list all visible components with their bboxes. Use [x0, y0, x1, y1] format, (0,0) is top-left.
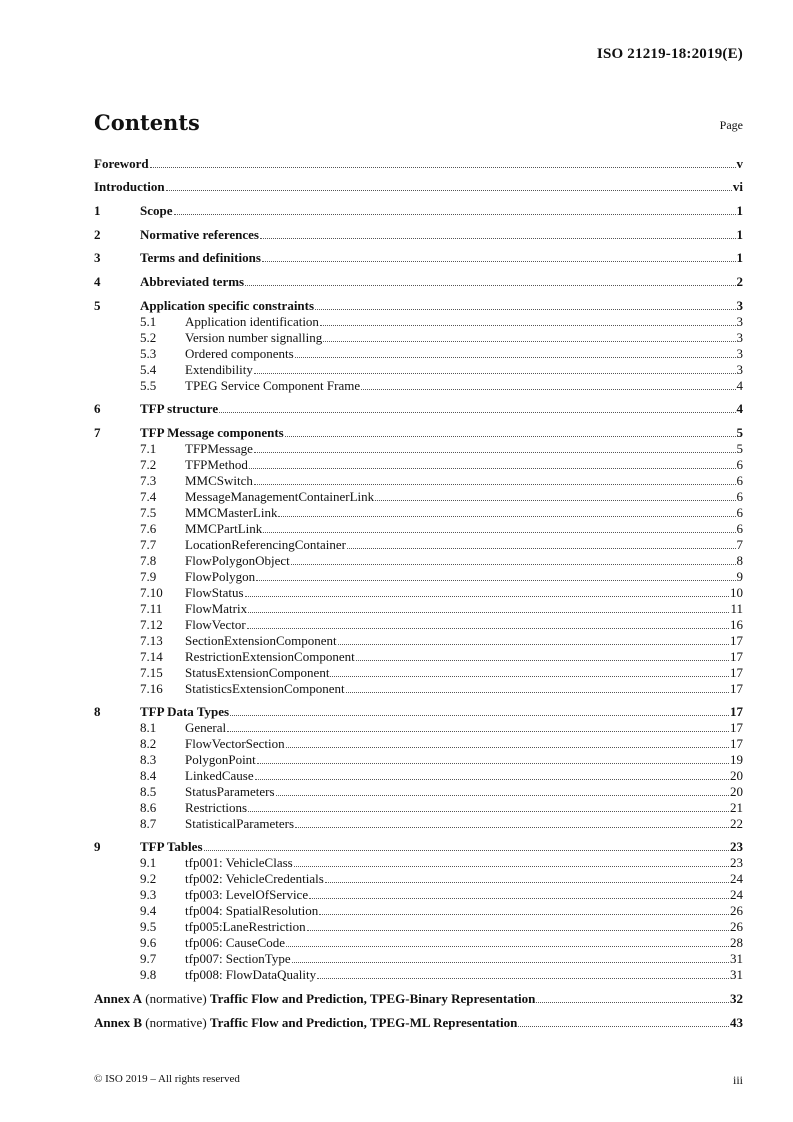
toc-entry-number: 7.7 — [140, 537, 157, 552]
toc-entry[interactable] — [94, 1015, 743, 1031]
toc-entry-title: Normative references — [140, 227, 259, 242]
toc-entry-number: 7.4 — [140, 489, 157, 504]
toc-entry-title: TFP Tables — [140, 839, 203, 854]
toc-entry-title: FlowPolygonObject — [185, 553, 290, 568]
toc-subentry[interactable] — [94, 736, 743, 752]
toc-entry-title: TFPMethod — [185, 457, 248, 472]
toc-entry-title: TFP structure — [140, 401, 219, 416]
toc-page-number: 1 — [736, 227, 743, 242]
toc-entry-title: tfp001: VehicleClass — [185, 855, 293, 870]
toc-entry-number: 9.4 — [140, 903, 157, 918]
toc-entry[interactable] — [94, 156, 743, 172]
toc-subentry[interactable] — [94, 489, 743, 505]
toc-page-number: 22 — [730, 816, 743, 831]
toc-page-number: 17 — [730, 665, 743, 680]
dot-leader — [219, 411, 735, 413]
toc-entry-title: tfp006: CauseCode — [185, 935, 286, 950]
toc-entry-number: 7.13 — [140, 633, 163, 648]
dot-leader — [260, 237, 736, 239]
dot-leader — [285, 435, 736, 437]
toc-page-number: 7 — [736, 537, 743, 552]
dot-leader — [291, 563, 736, 565]
toc-entry-title: MMCSwitch — [185, 473, 253, 488]
toc-entry-number: 7.10 — [140, 585, 163, 600]
toc-entry-title: SectionExtensionComponent — [185, 633, 337, 648]
dot-leader — [346, 691, 729, 693]
toc-page-number: 4 — [736, 378, 743, 393]
toc-entry-number: 9.2 — [140, 871, 157, 886]
toc-entry-number: 9.6 — [140, 935, 157, 950]
toc-entry-title: FlowPolygon — [185, 569, 256, 584]
toc-entry-number: 7 — [94, 425, 101, 440]
toc-entry-number: 8.1 — [140, 720, 157, 735]
toc-subentry[interactable] — [94, 362, 743, 378]
dot-leader — [255, 778, 729, 780]
dot-leader — [294, 865, 729, 867]
toc-entry-title: FlowVector — [185, 617, 246, 632]
dot-leader — [307, 929, 729, 931]
toc-page-number: 23 — [730, 839, 743, 854]
toc-page-number: 17 — [730, 720, 743, 735]
toc-entry-title: Application identification — [185, 314, 319, 329]
toc-entry-number: 3 — [94, 250, 101, 265]
toc-entry-title: TFPMessage — [185, 441, 253, 456]
toc-entry-title: LinkedCause — [185, 768, 254, 783]
dot-leader — [262, 260, 736, 262]
dot-leader — [375, 499, 735, 501]
toc-page-number: 3 — [736, 346, 743, 361]
toc-page-number: 1 — [736, 203, 743, 218]
toc-subentry[interactable] — [94, 919, 743, 935]
annex-label: Annex B — [94, 1015, 143, 1030]
toc-page-number: 43 — [730, 1015, 743, 1030]
toc-entry-title: StatusParameters — [185, 784, 275, 799]
toc-entry-title: MessageManagementContainerLink — [185, 489, 375, 504]
toc-page-number: 17 — [730, 649, 743, 664]
toc-entry-number: 7.16 — [140, 681, 163, 696]
toc-entry-number: 9.7 — [140, 951, 157, 966]
toc-page-number: 6 — [736, 505, 743, 520]
toc-entry[interactable] — [94, 704, 743, 720]
dot-leader — [254, 372, 736, 374]
toc-entry-number: 5.4 — [140, 362, 157, 377]
toc-entry-number: 7.2 — [140, 457, 157, 472]
toc-page-number: 6 — [736, 521, 743, 536]
toc-subentry[interactable] — [94, 505, 743, 521]
toc-entry-number: 7.5 — [140, 505, 157, 520]
toc-page-number: 6 — [736, 457, 743, 472]
toc-entry-title: Application specific constraints — [140, 298, 315, 313]
toc-entry-number: 7.6 — [140, 521, 157, 536]
toc-page-number: 17 — [730, 633, 743, 648]
toc-page-number: 20 — [730, 784, 743, 799]
toc-entry-title: StatusExtensionComponent — [185, 665, 330, 680]
page-title: Contents — [94, 110, 200, 135]
toc-entry-number: 5.1 — [140, 314, 157, 329]
toc-entry[interactable] — [94, 250, 743, 266]
toc-subentry[interactable] — [94, 935, 743, 951]
toc-entry-number: 5 — [94, 298, 101, 313]
toc-subentry[interactable] — [94, 887, 743, 903]
toc-subentry[interactable] — [94, 752, 743, 768]
dot-leader — [320, 324, 736, 326]
dot-leader — [166, 189, 732, 191]
toc-entry-title: RestrictionExtensionComponent — [185, 649, 355, 664]
toc-page-number: 17 — [730, 704, 743, 719]
toc-page-number: 1 — [736, 250, 743, 265]
toc-subentry[interactable] — [94, 681, 743, 697]
toc-subentry[interactable] — [94, 441, 743, 457]
toc-entry-title: Scope — [140, 203, 173, 218]
toc-entry-number: 7.15 — [140, 665, 163, 680]
contents-title-row — [94, 110, 743, 140]
toc-subentry[interactable] — [94, 457, 743, 473]
toc-entry[interactable] — [94, 298, 743, 314]
toc-page-number: 6 — [736, 473, 743, 488]
toc-entry[interactable] — [94, 425, 743, 441]
toc-entry-number: 2 — [94, 227, 101, 242]
toc-page-number: 11 — [730, 601, 743, 616]
toc-subentry[interactable] — [94, 569, 743, 585]
toc-subentry[interactable] — [94, 816, 743, 832]
toc-entry-number: 7.12 — [140, 617, 163, 632]
toc-entry-number: 8.4 — [140, 768, 157, 783]
toc-entry-title: Restrictions — [185, 800, 248, 815]
toc-page-number: 5 — [736, 425, 743, 440]
toc-entry-number: 7.9 — [140, 569, 157, 584]
dot-leader — [248, 810, 729, 812]
toc-subentry[interactable] — [94, 855, 743, 871]
dot-leader — [278, 515, 735, 517]
toc-page-number: 20 — [730, 768, 743, 783]
toc-entry-number: 1 — [94, 203, 101, 218]
toc-page-number: 5 — [736, 441, 743, 456]
toc-subentry[interactable] — [94, 314, 743, 330]
toc-page-number: 17 — [730, 736, 743, 751]
dot-leader — [518, 1025, 729, 1027]
dot-leader — [286, 746, 729, 748]
dot-leader — [361, 388, 735, 390]
dot-leader — [330, 675, 729, 677]
toc-entry-title: Abbreviated terms — [140, 274, 245, 289]
toc-entry[interactable] — [94, 203, 743, 219]
toc-subentry[interactable] — [94, 378, 743, 394]
toc-entry-number: 9 — [94, 839, 101, 854]
toc-entry[interactable] — [94, 179, 743, 195]
toc-entry-title: tfp007: SectionType — [185, 951, 291, 966]
toc-entry-title: Version number signalling — [185, 330, 323, 345]
toc-subentry[interactable] — [94, 633, 743, 649]
toc-entry-number: 8 — [94, 704, 101, 719]
toc-entry-number: 8.2 — [140, 736, 157, 751]
dot-leader — [245, 595, 729, 597]
toc-page-number: 32 — [730, 991, 743, 1006]
toc-entry-number: 8.3 — [140, 752, 157, 767]
toc-page-number: 19 — [730, 752, 743, 767]
toc-subentry[interactable] — [94, 601, 743, 617]
annex-title: Traffic Flow and Prediction, TPEG-Binary Representation — [209, 991, 536, 1006]
toc-entry-title: LocationReferencingContainer — [185, 537, 346, 552]
annex-type: (normative) — [142, 991, 210, 1006]
dot-leader — [254, 451, 736, 453]
toc-subentry[interactable] — [94, 617, 743, 633]
copyright-footer: © ISO 2019 – All rights reserved — [94, 1073, 240, 1085]
dot-leader — [317, 977, 729, 979]
toc-subentry[interactable] — [94, 665, 743, 681]
toc-entry-title: MMCPartLink — [185, 521, 263, 536]
toc-subentry[interactable] — [94, 553, 743, 569]
dot-leader — [295, 356, 736, 358]
toc-page-number: 26 — [730, 903, 743, 918]
dot-leader — [276, 794, 729, 796]
toc-entry-title: MMCMasterLink — [185, 505, 278, 520]
toc-page-number: 4 — [736, 401, 743, 416]
dot-leader — [150, 166, 736, 168]
dot-leader — [315, 308, 735, 310]
toc-entry-title: Introduction — [94, 179, 165, 194]
toc-page-number: 31 — [730, 967, 743, 982]
toc-page-number: vi — [732, 179, 743, 194]
toc-entry-title: FlowMatrix — [185, 601, 248, 616]
toc-entry-title: Ordered components — [185, 346, 294, 361]
toc-subentry[interactable] — [94, 720, 743, 736]
dot-leader — [249, 467, 736, 469]
toc-entry-number: 7.1 — [140, 441, 157, 456]
toc-entry-number: 7.3 — [140, 473, 157, 488]
annex-label: Annex A — [94, 991, 143, 1006]
dot-leader — [319, 913, 729, 915]
toc-entry-number: 5.5 — [140, 378, 157, 393]
toc-page-number: 3 — [736, 330, 743, 345]
toc-entry-number: 8.7 — [140, 816, 157, 831]
toc-page-number: 17 — [730, 681, 743, 696]
toc-entry-title: TFP Message components — [140, 425, 284, 440]
toc-entry-number: 7.14 — [140, 649, 163, 664]
toc-entry[interactable] — [94, 401, 743, 417]
toc-entry-number: 6 — [94, 401, 101, 416]
toc-subentry[interactable] — [94, 967, 743, 983]
toc-entry-title: tfp005:LaneRestriction — [185, 919, 306, 934]
dot-leader — [356, 659, 729, 661]
toc-entry-number: 5.2 — [140, 330, 157, 345]
page-number-footer: iii — [732, 1073, 743, 1087]
toc-entry-title: Extendibility — [185, 362, 253, 377]
toc-subentry[interactable] — [94, 537, 743, 553]
toc-entry-title: PolygonPoint — [185, 752, 256, 767]
dot-leader — [174, 213, 736, 215]
toc-page-number: 3 — [736, 298, 743, 313]
toc-entry-number: 8.5 — [140, 784, 157, 799]
toc-page-number: 24 — [730, 871, 743, 886]
dot-leader — [347, 547, 736, 549]
toc-entry-number: 7.8 — [140, 553, 157, 568]
annex-title: Traffic Flow and Prediction, TPEG-ML Representation — [209, 1015, 518, 1030]
dot-leader — [230, 714, 729, 716]
dot-leader — [295, 826, 729, 828]
toc-entry-number: 8.6 — [140, 800, 157, 815]
dot-leader — [338, 643, 729, 645]
toc-entry-title: Foreword — [94, 156, 149, 171]
toc-page-number: v — [736, 156, 743, 171]
toc-subentry[interactable] — [94, 473, 743, 489]
toc-subentry[interactable] — [94, 871, 743, 887]
toc-page-number: 31 — [730, 951, 743, 966]
toc-entry-number: 5.3 — [140, 346, 157, 361]
toc-entry-title: StatisticsExtensionComponent — [185, 681, 345, 696]
dot-leader — [536, 1001, 729, 1003]
table-of-contents — [94, 156, 743, 1031]
toc-page-number: 16 — [730, 617, 743, 632]
toc-entry-number: 9.3 — [140, 887, 157, 902]
toc-subentry[interactable] — [94, 346, 743, 362]
toc-entry[interactable] — [94, 274, 743, 290]
dot-leader — [263, 531, 735, 533]
toc-subentry[interactable] — [94, 585, 743, 601]
annex-type: (normative) — [142, 1015, 210, 1030]
toc-entry-title: TPEG Service Component Frame — [185, 378, 361, 393]
toc-entry-title: tfp008: FlowDataQuality — [185, 967, 317, 982]
toc-entry-number: 9.1 — [140, 855, 157, 870]
toc-subentry[interactable] — [94, 649, 743, 665]
toc-subentry[interactable] — [94, 800, 743, 816]
toc-subentry[interactable] — [94, 521, 743, 537]
toc-subentry[interactable] — [94, 330, 743, 346]
toc-entry-title: tfp002: VehicleCredentials — [185, 871, 324, 886]
dot-leader — [247, 627, 729, 629]
toc-page-number: 10 — [730, 585, 743, 600]
toc-page-number: 2 — [736, 274, 743, 289]
dot-leader — [254, 483, 736, 485]
toc-entry-number: 9.5 — [140, 919, 157, 934]
toc-entry[interactable] — [94, 991, 743, 1007]
toc-subentry[interactable] — [94, 784, 743, 800]
toc-page-number: 23 — [730, 855, 743, 870]
toc-page-number: 26 — [730, 919, 743, 934]
toc-page-number: 3 — [736, 362, 743, 377]
toc-entry-title: FlowVectorSection — [185, 736, 285, 751]
toc-entry-title — [94, 1015, 517, 1031]
toc-entry-title: TFP Data Types — [140, 704, 230, 719]
toc-subentry[interactable] — [94, 903, 743, 919]
toc-entry-number: 7.11 — [140, 601, 163, 616]
toc-entry[interactable] — [94, 839, 743, 855]
toc-page-number: 28 — [730, 935, 743, 950]
toc-page-number: 8 — [736, 553, 743, 568]
toc-page-number: 3 — [736, 314, 743, 329]
dot-leader — [257, 762, 729, 764]
toc-entry-number: 9.8 — [140, 967, 157, 982]
toc-entry-title: tfp003: LevelOfService — [185, 887, 309, 902]
toc-subentry[interactable] — [94, 951, 743, 967]
toc-entry-title: General — [185, 720, 227, 735]
toc-page-number: 6 — [736, 489, 743, 504]
dot-leader — [309, 897, 729, 899]
page-column-label: Page — [719, 118, 743, 132]
dot-leader — [227, 730, 729, 732]
dot-leader — [248, 611, 729, 613]
dot-leader — [323, 340, 735, 342]
toc-entry[interactable] — [94, 227, 743, 243]
toc-subentry[interactable] — [94, 768, 743, 784]
toc-entry-title — [94, 991, 535, 1007]
toc-entry-number: 4 — [94, 274, 101, 289]
toc-page-number: 9 — [736, 569, 743, 584]
dot-leader — [204, 849, 730, 851]
dot-leader — [286, 945, 729, 947]
dot-leader — [292, 961, 729, 963]
dot-leader — [325, 881, 729, 883]
toc-page-number: 24 — [730, 887, 743, 902]
dot-leader — [245, 284, 735, 286]
toc-entry-title: tfp004: SpatialResolution — [185, 903, 319, 918]
document-id-header: ISO 21219-18:2019(E) — [596, 46, 743, 62]
toc-entry-title: StatisticalParameters — [185, 816, 295, 831]
toc-page-number: 21 — [730, 800, 743, 815]
dot-leader — [256, 579, 735, 581]
toc-entry-title: Terms and definitions — [140, 250, 261, 265]
toc-entry-title: FlowStatus — [185, 585, 244, 600]
